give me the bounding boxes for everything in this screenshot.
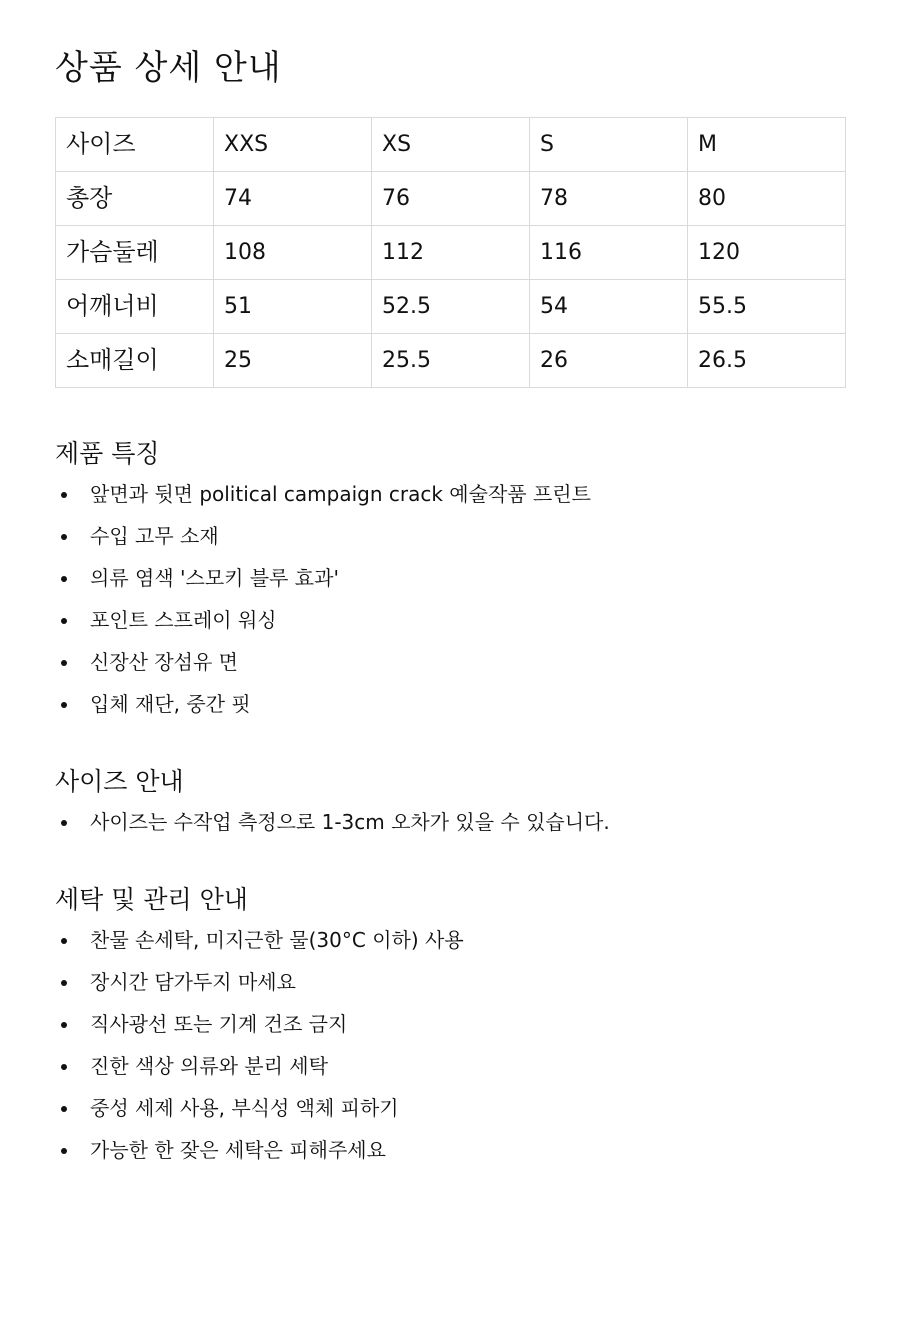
size-guide-title: 사이즈 안내 xyxy=(55,767,184,796)
list-item xyxy=(55,1003,846,1045)
bullet-icon xyxy=(61,938,67,944)
features-list xyxy=(55,473,846,725)
table-cell: 74 xyxy=(214,172,372,226)
table-cell: 51 xyxy=(214,280,372,334)
list-item-text: 입체 재단, 중간 핏 xyxy=(90,692,251,716)
table-cell: 116 xyxy=(530,226,688,280)
bullet-icon xyxy=(61,1022,67,1028)
table-row xyxy=(56,226,846,280)
page-title: 상품 상세 안내 xyxy=(55,48,282,88)
list-item xyxy=(55,1045,846,1087)
list-item xyxy=(55,801,846,843)
size-guide-list xyxy=(55,801,846,843)
bullet-icon xyxy=(61,820,67,826)
list-item-text: 수입 고무 소재 xyxy=(90,524,219,548)
table-row xyxy=(56,334,846,388)
list-item-text: 장시간 담가두지 마세요 xyxy=(90,970,296,994)
row-header-cell: 사이즈 xyxy=(56,118,214,172)
list-item-text: 진한 색상 의류와 분리 세탁 xyxy=(90,1054,328,1078)
bullet-icon xyxy=(61,1106,67,1112)
table-cell: XXS xyxy=(214,118,372,172)
row-header-cell: 총장 xyxy=(56,172,214,226)
bullet-icon xyxy=(61,618,67,624)
list-item-text: 앞면과 뒷면 political campaign crack 예술작품 프린트 xyxy=(90,482,591,506)
list-item-text: 의류 염색 '스모키 블루 효과' xyxy=(90,566,339,590)
table-cell: S xyxy=(530,118,688,172)
list-item xyxy=(55,515,846,557)
table-cell: 78 xyxy=(530,172,688,226)
list-item xyxy=(55,919,846,961)
list-item xyxy=(55,641,846,683)
list-item-text: 가능한 한 잦은 세탁은 피해주세요 xyxy=(90,1138,386,1162)
list-item-text: 중성 세제 사용, 부식성 액체 피하기 xyxy=(90,1096,399,1120)
table-row xyxy=(56,172,846,226)
list-item-text: 찬물 손세탁, 미지근한 물(30°C 이하) 사용 xyxy=(90,928,464,952)
list-item-text: 사이즈는 수작업 측정으로 1-3cm 오차가 있을 수 있습니다. xyxy=(90,810,610,834)
table-cell: 52.5 xyxy=(372,280,530,334)
table-row xyxy=(56,280,846,334)
table-cell: 112 xyxy=(372,226,530,280)
bullet-icon xyxy=(61,702,67,708)
bullet-icon xyxy=(61,576,67,582)
table-cell: 76 xyxy=(372,172,530,226)
list-item-text: 직사광선 또는 기계 건조 금지 xyxy=(90,1012,348,1036)
table-cell: 55.5 xyxy=(688,280,846,334)
row-header-cell: 어깨너비 xyxy=(56,280,214,334)
list-item xyxy=(55,961,846,1003)
table-cell: 26 xyxy=(530,334,688,388)
bullet-icon xyxy=(61,660,67,666)
list-item xyxy=(55,599,846,641)
table-cell: 26.5 xyxy=(688,334,846,388)
features-title: 제품 특징 xyxy=(55,439,160,468)
table-cell: 25.5 xyxy=(372,334,530,388)
row-header-cell: 가슴둘레 xyxy=(56,226,214,280)
table-cell: 108 xyxy=(214,226,372,280)
table-cell: M xyxy=(688,118,846,172)
table-cell: 120 xyxy=(688,226,846,280)
list-item-text: 신장산 장섬유 면 xyxy=(90,650,238,674)
care-list xyxy=(55,919,846,1171)
list-item xyxy=(55,1129,846,1171)
list-item xyxy=(55,557,846,599)
table-row xyxy=(56,118,846,172)
bullet-icon xyxy=(61,492,67,498)
size-table xyxy=(55,117,846,388)
bullet-icon xyxy=(61,1148,67,1154)
list-item xyxy=(55,473,846,515)
table-cell: XS xyxy=(372,118,530,172)
bullet-icon xyxy=(61,980,67,986)
table-cell: 80 xyxy=(688,172,846,226)
table-cell: 25 xyxy=(214,334,372,388)
bullet-icon xyxy=(61,1064,67,1070)
row-header-cell: 소매길이 xyxy=(56,334,214,388)
list-item xyxy=(55,1087,846,1129)
list-item-text: 포인트 스프레이 워싱 xyxy=(90,608,277,632)
table-cell: 54 xyxy=(530,280,688,334)
bullet-icon xyxy=(61,534,67,540)
care-title: 세탁 및 관리 안내 xyxy=(55,885,248,914)
list-item xyxy=(55,683,846,725)
